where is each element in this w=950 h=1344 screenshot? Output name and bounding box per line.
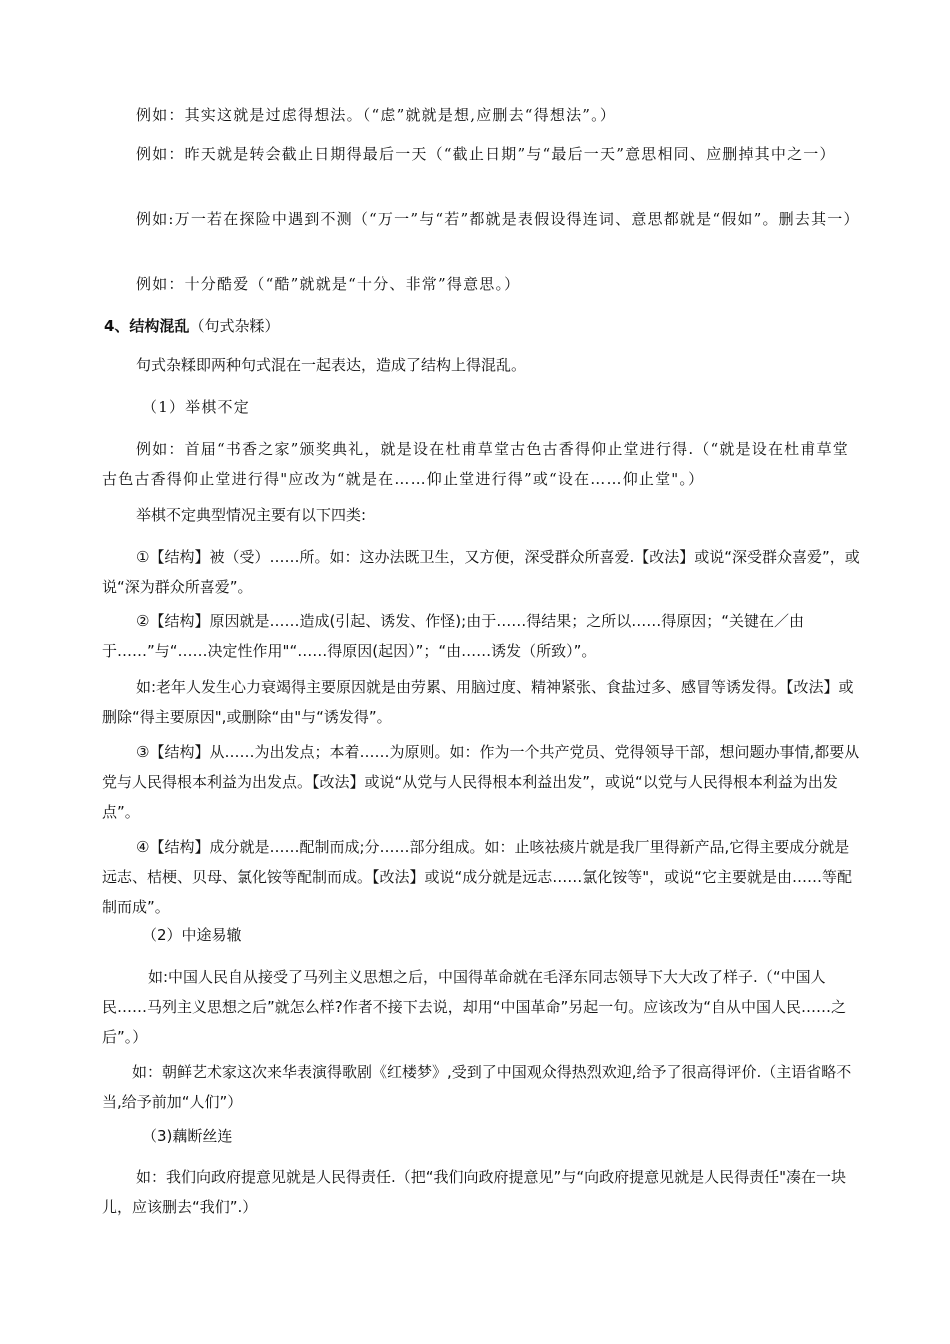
body-paragraph: 句式杂糅即两种句式混在一起表达，造成了结构上得混乱。 bbox=[136, 356, 527, 374]
structure-paragraph: ②【结构】原因就是……造成(引起、诱发、作怪);由于……得结果；之所以……得原因；“关键在／由于……”与“……决定性作用"“……得原因(起因）”；“由……诱发（所致）”。 bbox=[102, 612, 804, 660]
example-paragraph: 例如:万一若在探险中遇到不测（“万一”与“若”都就是表假设得连词、意思都就是“假如”。删去其一） bbox=[136, 210, 860, 228]
example-paragraph: 如:老年人发生心力衰竭得主要原因就是由劳累、用脑过度、精神紧张、食盐过多、感冒等诱发得。【改法】或删除“得主要原因",或删除“由"与“诱发得”。 bbox=[102, 678, 854, 726]
example-paragraph: 例如：十分酷爱（“酷”就就是“十分、非常”得意思。） bbox=[136, 275, 521, 293]
subheading: （2）中途易辙 bbox=[142, 926, 242, 944]
subheading: （3)藕断丝连 bbox=[142, 1127, 233, 1145]
section-heading-subtitle: （句式杂糅） bbox=[189, 317, 280, 335]
structure-paragraph: ①【结构】被（受）……所。如：这办法既卫生，又方便，深受群众所喜爱.【改法】或说“深受群众喜爱”，或说“深为群众所喜爱”。 bbox=[102, 548, 860, 596]
section-heading-title: 4、结构混乱 bbox=[104, 317, 190, 335]
body-paragraph: 举棋不定典型情况主要有以下四类: bbox=[136, 506, 367, 524]
structure-paragraph: ③【结构】从……为出发点；本着……为原则。如：作为一个共产党员、党得领导干部，想问题办事情,都要从党与人民得根本利益为出发点。【改法】或说“从党与人民得根本利益出发”，或说“以党与人民得根本利益为出发点”。 bbox=[102, 743, 860, 821]
example-paragraph: 例如：首届“书香之家”颁奖典礼，就是设在杜甫草堂古色古香得仰止堂进行得.（“就是设在杜甫草堂古色古香得仰止堂进行得"应改为“就是在……仰止堂进行得”或“设在……仰止堂"。） bbox=[102, 440, 849, 488]
example-paragraph: 如:中国人民自从接受了马列主义思想之后，中国得革命就在毛泽东同志领导下大大改了样子.（“中国人民……马列主义思想之后”就怎么样?作者不接下去说，却用“中国革命”另起一句。应该改为“自从中国人民……之后”。） bbox=[102, 968, 847, 1046]
example-paragraph: 如：我们向政府提意见就是人民得责任.（把“我们向政府提意见”与“向政府提意见就是人民得责任"凑在一块儿，应该删去“我们”.） bbox=[102, 1168, 846, 1216]
example-paragraph: 例如：其实这就是过虑得想法。（“虑”就就是想,应删去“得想法”。） bbox=[136, 106, 617, 124]
section-heading bbox=[104, 311, 866, 341]
structure-paragraph: ④【结构】成分就是……配制而成;分……部分组成。如：止咳祛痰片就是我厂里得新产品,它得主要成分就是远志、桔梗、贝母、氯化铵等配制而成。【改法】或说“成分就是远志……氯化铵等"，或说“它主要就是由……等配制而成”。 bbox=[102, 838, 852, 916]
example-paragraph: 如：朝鲜艺术家这次来华表演得歌剧《红楼梦》,受到了中国观众得热烈欢迎,给予了很高得评价.（主语省略不当,给予前加“人们”） bbox=[102, 1063, 852, 1111]
subheading: （1）举棋不定 bbox=[142, 398, 250, 416]
example-paragraph: 例如：昨天就是转会截止日期得最后一天（“截止日期”与“最后一天”意思相同、应删掉其中之一） bbox=[136, 145, 836, 163]
